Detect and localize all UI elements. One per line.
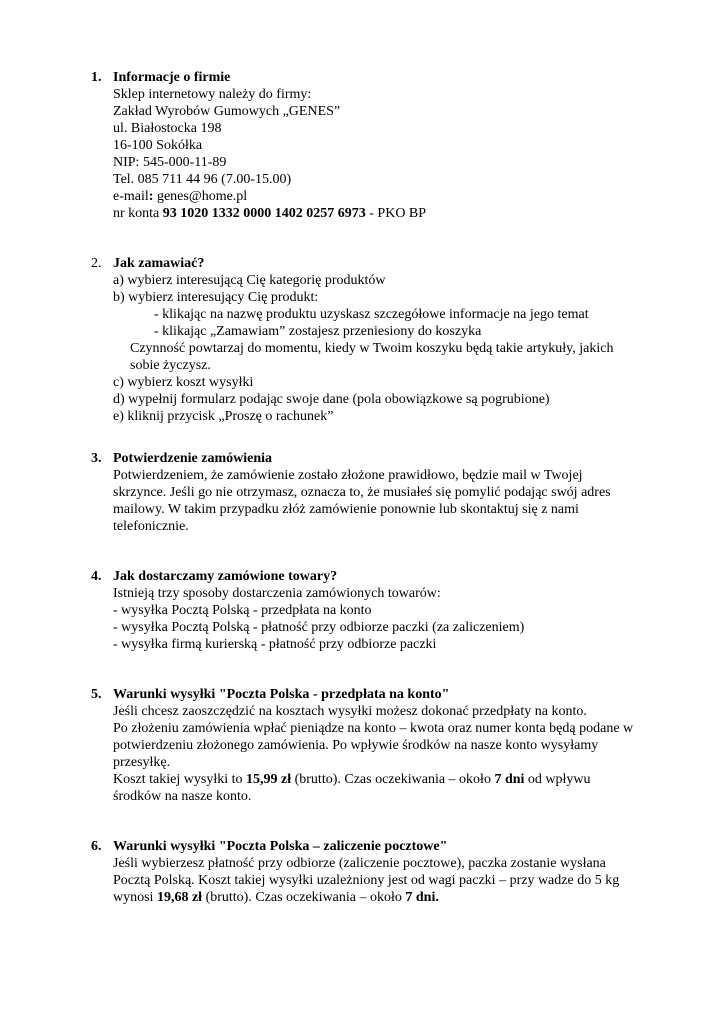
section-title: Warunki wysyłki "Poczta Polska - przedpłata na konto" <box>113 687 450 702</box>
text-line: środków na nasze konto. <box>113 789 252 804</box>
section-number: 1. <box>91 70 102 85</box>
shipping-cost <box>113 771 591 788</box>
company-email <box>113 188 247 205</box>
email-value: genes@home.pl <box>153 189 248 204</box>
text-line: Sklep internetowy należy do firmy: <box>113 87 312 102</box>
cost-mid: (brutto). Czas oczekiwania – około <box>291 772 495 787</box>
company-nip: NIP: 545-000-11-89 <box>113 155 227 170</box>
wait-days: 7 dni. <box>405 890 439 905</box>
text-line: telefonicznie. <box>113 519 189 534</box>
section-number: 3. <box>91 451 102 466</box>
repeat-note-cont: sobie życzysz. <box>130 358 211 373</box>
text-line: Po złożeniu zamówienia wpłać pieniądze na konto – kwota oraz numer konta będą podane w <box>113 721 634 736</box>
text-line: przesyłkę. <box>113 755 171 770</box>
section-number: 5. <box>91 687 102 702</box>
section-title: Potwierdzenie zamówienia <box>113 451 273 466</box>
section-title: Informacje o firmie <box>113 70 231 85</box>
section-title: Jak dostarczamy zamówione towary? <box>113 569 338 584</box>
company-city: 16-100 Sokółka <box>113 138 203 153</box>
delivery-option: - wysyłka Pocztą Polską - płatność przy odbiorze paczki (za zaliczeniem) <box>113 620 525 635</box>
cost-prefix: Koszt takiej wysyłki to <box>113 772 246 787</box>
cost-prefix: wynosi <box>113 890 157 905</box>
step-b: b) wybierz interesujący Cię produkt: <box>113 290 319 305</box>
email-label: e-mail <box>113 189 149 204</box>
text-line: mailowy. W takim przypadku złóż zamówienie ponownie lub skontaktuj się z nami <box>113 502 579 517</box>
step-d: d) wypełnij formularz podając swoje dane (pola obowiązkowe są pogrubione) <box>113 392 550 407</box>
account-bank: - PKO BP <box>365 206 427 221</box>
section-number: 2. <box>91 256 102 271</box>
section-title: Warunki wysyłki "Poczta Polska – zaliczenie pocztowe" <box>113 839 448 854</box>
section-title: Jak zamawiać? <box>113 256 205 271</box>
repeat-note: Czynność powtarzaj do momentu, kiedy w Twoim koszyku będą takie artykuły, jakich <box>130 341 614 356</box>
step-a: a) wybierz interesującą Cię kategorię produktów <box>113 273 386 288</box>
account-number: 93 1020 1332 0000 1402 0257 6973 <box>162 206 366 221</box>
text-line: Potwierdzeniem, że zamówienie zostało złożone prawidłowo, będzie mail w Twojej <box>113 468 583 483</box>
delivery-option: - wysyłka Pocztą Polską - przedpłata na konto <box>113 603 372 618</box>
cost-value: 15,99 zł <box>246 772 292 787</box>
cost-suffix: od wpływu <box>524 772 591 787</box>
bank-account <box>113 205 426 222</box>
cost-value: 19,68 zł <box>156 890 203 905</box>
company-street: ul. Białostocka 198 <box>113 121 222 136</box>
text-line: Pocztą Polską. Koszt takiej wysyłki uzależniony jest od wagi paczki – przy wadze do 5 kg <box>113 873 620 888</box>
shipping-cost <box>113 889 439 906</box>
text-line: skrzynce. Jeśli go nie otrzymasz, oznacza to, że musiałeś się pomylić podając swój adres <box>113 485 611 500</box>
section-number: 4. <box>91 569 102 584</box>
text-line: Istnieją trzy sposoby dostarczenia zamówionych towarów: <box>113 586 441 601</box>
text-line: Jeśli chcesz zaoszczędzić na kosztach wysyłki możesz dokonać przedpłaty na konto. <box>113 704 587 719</box>
company-phone: Tel. 085 711 44 96 (7.00-15.00) <box>113 172 292 187</box>
step-e: e) kliknij przycisk „Proszę o rachunek” <box>113 409 334 424</box>
section-number: 6. <box>91 839 102 854</box>
email-colon: : <box>148 189 154 204</box>
text-line: Jeśli wybierzesz płatność przy odbiorze (zaliczenie pocztowe), paczka zostanie wysłana <box>113 856 606 871</box>
delivery-option: - wysyłka firmą kurierską - płatność przy odbiorze paczki <box>113 637 437 652</box>
step-c: c) wybierz koszt wysyłki <box>113 375 254 390</box>
cost-mid: (brutto). Czas oczekiwania – około <box>202 890 406 905</box>
step-b-detail-2: - klikając „Zamawiam” zostajesz przeniesiony do koszyka <box>154 324 482 339</box>
account-prefix: nr konta <box>113 206 163 221</box>
text-line: potwierdzeniu złożonego zamówienia. Po wpływie środków na nasze konto wysyłamy <box>113 738 599 753</box>
wait-days: 7 dni <box>494 772 525 787</box>
company-name: Zakład Wyrobów Gumowych „GENES” <box>113 104 341 119</box>
step-b-detail-1: - klikając na nazwę produktu uzyskasz szczegółowe informacje na jego temat <box>154 307 589 322</box>
